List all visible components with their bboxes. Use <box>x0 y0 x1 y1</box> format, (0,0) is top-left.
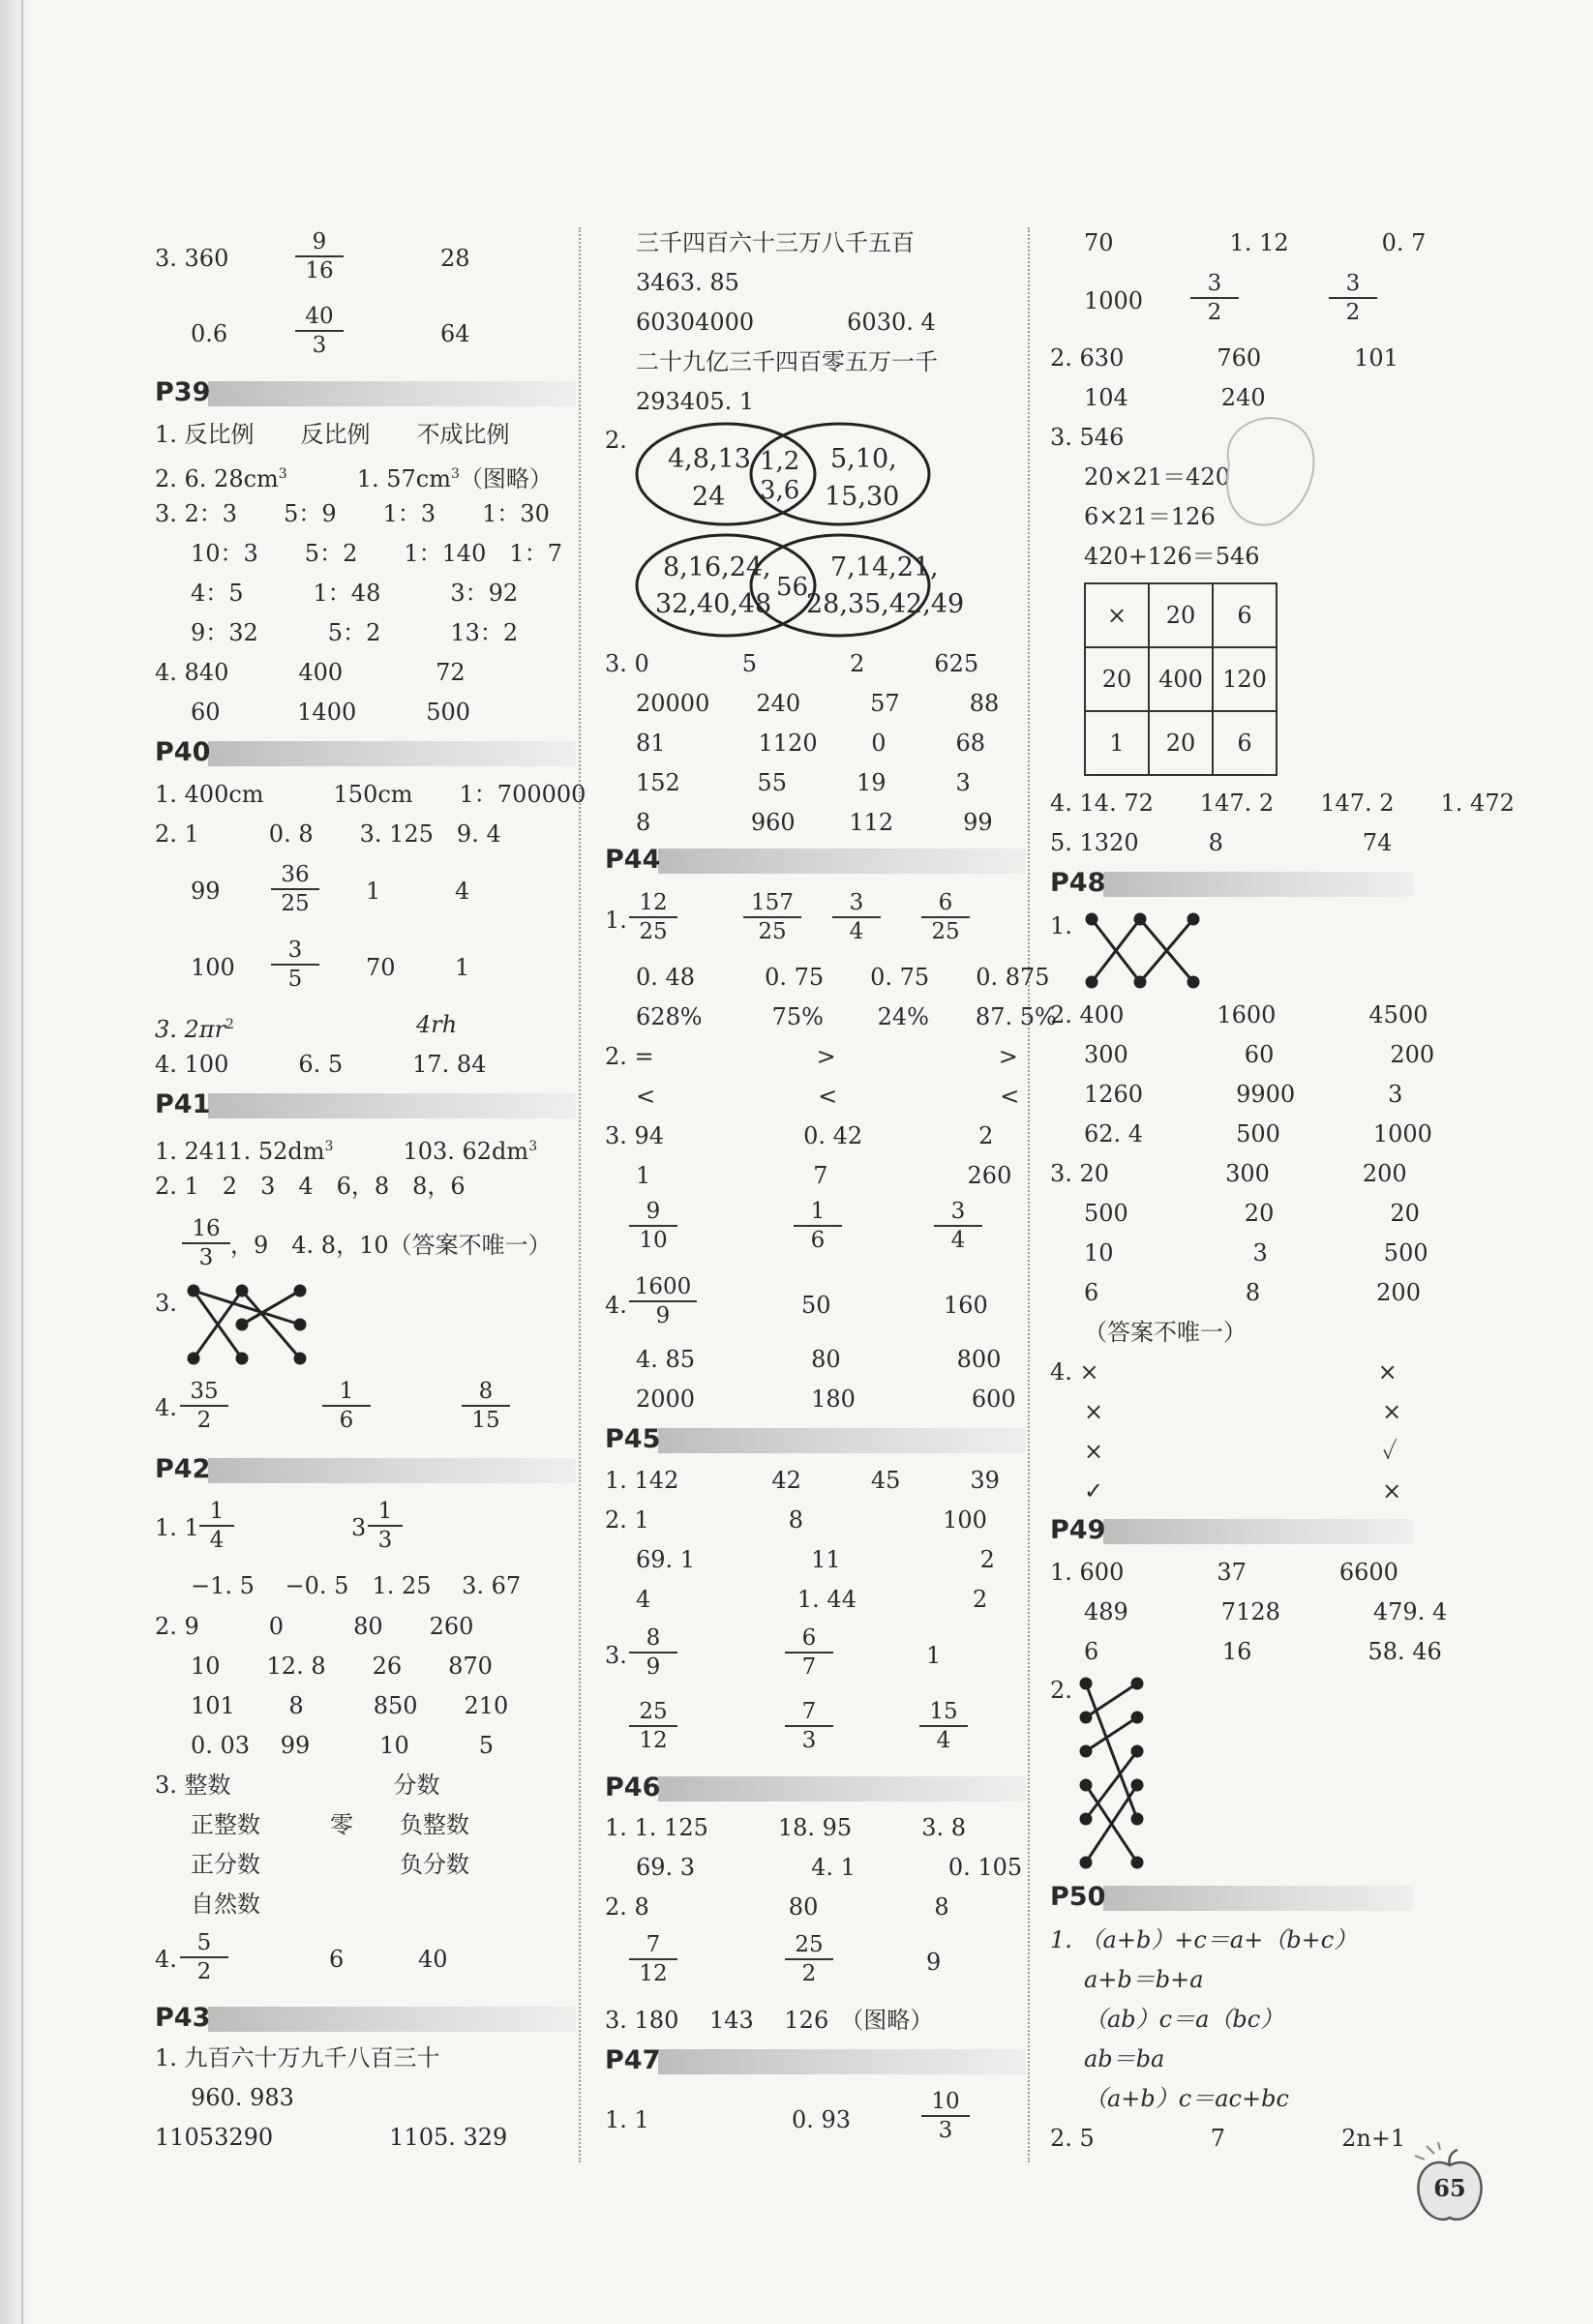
answer-label: 1. <box>605 907 627 934</box>
answer-line: 628% 75% 24% 87. 5% <box>636 1003 1057 1030</box>
answer-value: 3 <box>351 1514 367 1541</box>
answer-label: 3. <box>155 1290 177 1317</box>
answer-line: 2. 1 2 3 4 6，8 8，6 <box>155 1173 466 1200</box>
answer-line: 1. （a+b）+c＝a+（b+c） <box>1050 1926 1358 1953</box>
answer-line: 2000 180 600 <box>636 1385 1016 1413</box>
fraction: 6 25 <box>921 889 970 945</box>
answer-line: 11053290 1105. 329 <box>155 2124 508 2151</box>
answer-line: 1. 2411. $52dm^3$ 103. $62dm^3$ <box>155 1138 538 1165</box>
answer-line: 4. 100 6. 5 17. 84 <box>155 1051 487 1078</box>
answer-value: 1 <box>366 878 381 905</box>
fraction: 1 4 <box>199 1498 234 1554</box>
answer-line: 489 7128 479. 4 <box>1084 1598 1448 1625</box>
answer-line: 0. 03 99 10 5 <box>191 1732 495 1759</box>
venn-label: 56 <box>776 573 809 602</box>
answer-line: 4. 85 80 800 <box>636 1346 1002 1373</box>
answer-label: 4. <box>155 1394 177 1421</box>
venn-label: 32,40,48 <box>655 589 772 619</box>
answer-line: 6 8 200 <box>1084 1279 1421 1306</box>
venn-label: 24 <box>692 482 726 512</box>
answer-label: 4. <box>605 1292 627 1319</box>
answer-line: 2. 1 0. 8 3. 125 9. 4 <box>155 820 501 848</box>
answer-value: 99 <box>191 878 221 905</box>
venn-label: 4,8,13 <box>668 444 751 474</box>
fraction: 5 2 <box>180 1929 228 1985</box>
matching-diagram <box>184 1279 319 1366</box>
answer-value: 70 <box>366 954 396 981</box>
answer-line: 20×21＝420 <box>1084 463 1230 491</box>
answer-line: 3. 2：3 5：9 1：3 1：30 <box>155 500 550 527</box>
fraction: 8 15 <box>462 1378 510 1434</box>
answer-label: 1. 1 <box>155 1514 199 1541</box>
answer-line: 69. 1 11 2 <box>636 1546 995 1573</box>
fraction: 12 25 <box>629 889 677 945</box>
venn-label: 8,16,24, <box>663 552 771 582</box>
answer-line: 3. 0 5 2 625 <box>605 650 979 677</box>
answer-line: 500 20 20 <box>1084 1200 1420 1227</box>
fraction: 15 4 <box>919 1698 968 1754</box>
answer-value: 6 <box>329 1946 345 1973</box>
answer-line: 9：32 5：2 13：2 <box>191 619 519 646</box>
fraction: 3 2 <box>1190 270 1239 326</box>
column-divider-1 <box>579 227 581 2162</box>
answer-line: 3. 整数 分数 <box>155 1772 440 1799</box>
answer-line: 0. 48 0. 75 0. 75 0. 875 <box>636 964 1050 991</box>
fraction: 9 16 <box>295 228 344 284</box>
answer-line: 3. 546 <box>1050 424 1125 451</box>
answer-line: 420+126＝546 <box>1084 543 1260 570</box>
answer-line: 5. 1320 8 74 <box>1050 829 1393 856</box>
answer-line: ✓ × <box>1084 1477 1402 1505</box>
venn-label: 1,2 <box>760 447 800 476</box>
answer-line: 4 1. 44 2 <box>636 1586 988 1613</box>
answer-line: 2. 630 760 101 <box>1050 344 1398 372</box>
answer-line: 6 16 58. 46 <box>1084 1638 1442 1665</box>
answer-value: 4rh <box>416 1011 458 1038</box>
answer-value: 160 <box>944 1292 988 1319</box>
answer-line: 1. 400cm 150cm 1：700000 <box>155 781 586 808</box>
answer-line: 293405. 1 <box>636 388 755 415</box>
fraction: 9 10 <box>629 1198 677 1254</box>
answer-line: 3. 20 300 200 <box>1050 1160 1407 1187</box>
answer-line: 101 8 850 210 <box>191 1692 509 1719</box>
answer-line: 1. 142 42 45 39 <box>605 1467 1000 1494</box>
answer-line: 62. 4 500 1000 <box>1084 1120 1432 1147</box>
answer-line: 3463. 85 <box>636 269 739 296</box>
fraction: 6 7 <box>785 1624 833 1681</box>
answer-line: 8 960 112 99 <box>636 809 993 836</box>
answer-line: 2. 5 7 2n+1 <box>1050 2125 1406 2152</box>
page-spine-edge <box>21 0 23 2324</box>
answer-line: 2. = > > <box>605 1043 1018 1070</box>
answer-value: 0. 93 <box>792 2106 852 2133</box>
answer-line: 10：3 5：2 1：140 1：7 <box>191 540 562 567</box>
answer-line: 3. 94 0. 42 2 <box>605 1122 994 1149</box>
answer-line: a+b＝b+a <box>1084 1966 1204 1993</box>
answer-line: 1. 反比例 反比例 不成比例 <box>155 421 510 448</box>
answer-line: 4：5 1：48 3：92 <box>191 580 519 607</box>
answer-value: 1 <box>455 954 470 981</box>
answer-line: ab＝ba <box>1084 2045 1165 2072</box>
fraction: 35 2 <box>180 1378 228 1434</box>
answer-line: 1. 1. 125 18. 95 3. 8 <box>605 1814 966 1841</box>
answer-line: 自然数 <box>191 1891 260 1918</box>
fraction: 3 4 <box>934 1198 982 1254</box>
answer-line: 二十九亿三千四百零五万一千 <box>636 348 938 375</box>
answer-line: 152 55 19 3 <box>636 769 971 796</box>
fraction: 25 2 <box>785 1931 833 1987</box>
answer-line: < < < <box>636 1083 1020 1110</box>
answer-line: 4. 840 400 72 <box>155 659 466 686</box>
answer-line: 正整数 零 负整数 <box>191 1811 469 1838</box>
answer-line: 三千四百六十三万八千五百 <box>636 229 915 256</box>
matching-diagram <box>1074 1674 1152 1877</box>
answer-line: 300 60 200 <box>1084 1041 1435 1068</box>
answer-line: 3. $2\pi r^2$ <box>155 1016 234 1043</box>
answer-value: 28 <box>440 245 470 272</box>
answer-line: 3. 360 <box>155 245 229 272</box>
page-number: 65 <box>1433 2174 1466 2202</box>
fraction: 36 25 <box>271 861 319 917</box>
answer-line: 2. 9 0 80 260 <box>155 1613 474 1640</box>
answer-line: 1 7 260 <box>636 1162 1012 1189</box>
fraction: 1 6 <box>794 1198 842 1254</box>
answer-line: （答案不唯一） <box>1084 1319 1247 1346</box>
answer-line: 81 1120 0 68 <box>636 730 986 757</box>
fraction: 3 4 <box>832 889 881 945</box>
answer-line: 1. 1 <box>605 2106 649 2133</box>
answer-line: 2. 6. $28cm^3$ 1. $57cm^3$（图略） <box>155 465 553 492</box>
answer-line: 10 3 500 <box>1084 1239 1428 1266</box>
venn-label: 5,10, <box>830 444 897 474</box>
answer-line: × ✓ <box>1084 1438 1398 1465</box>
answer-line: 20000 240 57 88 <box>636 690 1000 717</box>
column-divider-2 <box>1028 227 1030 2162</box>
answer-label: 4. <box>155 1946 177 1973</box>
venn-label: 7,14,21, <box>830 552 939 582</box>
answer-line: 1. 九百六十万九千八百三十 <box>155 2044 440 2071</box>
answer-label: 3. <box>605 1642 627 1669</box>
fraction: 7 3 <box>785 1698 833 1754</box>
answer-line: × × <box>1084 1398 1402 1425</box>
answer-value: 1 <box>926 1642 942 1669</box>
multiplication-table: × 20 6 20 400 120 1 20 6 <box>1084 582 1277 776</box>
fraction: 10 3 <box>921 2088 970 2144</box>
answer-line: 4. × × <box>1050 1358 1398 1385</box>
answer-line: 4. 14. 72 147. 2 147. 2 1. 472 <box>1050 790 1515 817</box>
fraction: 7 12 <box>629 1931 677 1987</box>
answer-label: 2. <box>1050 1677 1072 1704</box>
answer-line: 2. 400 1600 4500 <box>1050 1001 1428 1028</box>
answer-value: 0.6 <box>191 320 228 347</box>
fraction: 16 3 <box>182 1215 230 1271</box>
venn-label: 28,35,42,49 <box>806 589 965 619</box>
fraction: 3 5 <box>271 937 319 993</box>
answer-line: 3. 180 143 126 （图略） <box>605 2007 934 2034</box>
answer-value: 64 <box>440 320 470 347</box>
answer-line: （ab）c＝a（bc） <box>1084 2006 1284 2033</box>
answer-line: 60304000 6030. 4 <box>636 309 936 336</box>
answer-line: 960. 983 <box>191 2084 294 2111</box>
fraction: 1 6 <box>322 1378 371 1434</box>
answer-value: 4 <box>455 878 470 905</box>
answer-value: 40 <box>418 1946 448 1973</box>
answer-line: 正分数 负分数 <box>191 1851 469 1878</box>
fraction: 1 3 <box>368 1498 403 1554</box>
stamp-watermark <box>1210 406 1326 532</box>
answer-label: 1. <box>1050 912 1072 939</box>
answer-label: 2. <box>605 427 627 454</box>
answer-value: 50 <box>801 1292 831 1319</box>
venn-label: 15,30 <box>825 482 900 512</box>
page-spine <box>0 0 33 2324</box>
answer-line: （a+b）c＝ac+bc <box>1084 2085 1289 2112</box>
fraction: 8 9 <box>629 1624 677 1681</box>
answer-line: 10 12. 8 26 870 <box>191 1653 493 1680</box>
answer-line: 1. 600 37 6600 <box>1050 1559 1398 1586</box>
fraction: 157 25 <box>743 889 801 945</box>
answer-line: −1. 5 −0. 5 1. 25 3. 67 <box>191 1572 522 1599</box>
answer-line: 70 1. 12 0. 7 <box>1084 229 1427 256</box>
answer-value: 9 <box>926 1949 942 1976</box>
fraction: 3 2 <box>1329 270 1377 326</box>
answer-value: 100 <box>191 954 235 981</box>
answer-line: 6×21＝126 <box>1084 503 1216 530</box>
matching-diagram <box>1082 909 1208 987</box>
answer-line: 60 1400 500 <box>191 699 471 726</box>
answer-line: 2. 1 8 100 <box>605 1506 987 1534</box>
fraction: 40 3 <box>295 303 344 359</box>
answer-line: ，9 4. 8，10（答案不唯一） <box>230 1232 552 1259</box>
answer-line: 1260 9900 3 <box>1084 1081 1403 1108</box>
fraction: 25 12 <box>629 1698 677 1754</box>
answer-line: 104 240 <box>1084 384 1266 411</box>
answer-line: 69. 3 4. 1 0. 105 <box>636 1854 1023 1881</box>
answer-value: 1000 <box>1084 287 1144 314</box>
fraction: 1600 9 <box>629 1273 697 1329</box>
venn-label: 3,6 <box>760 476 800 505</box>
answer-line: 2. 8 80 8 <box>605 1893 949 1921</box>
